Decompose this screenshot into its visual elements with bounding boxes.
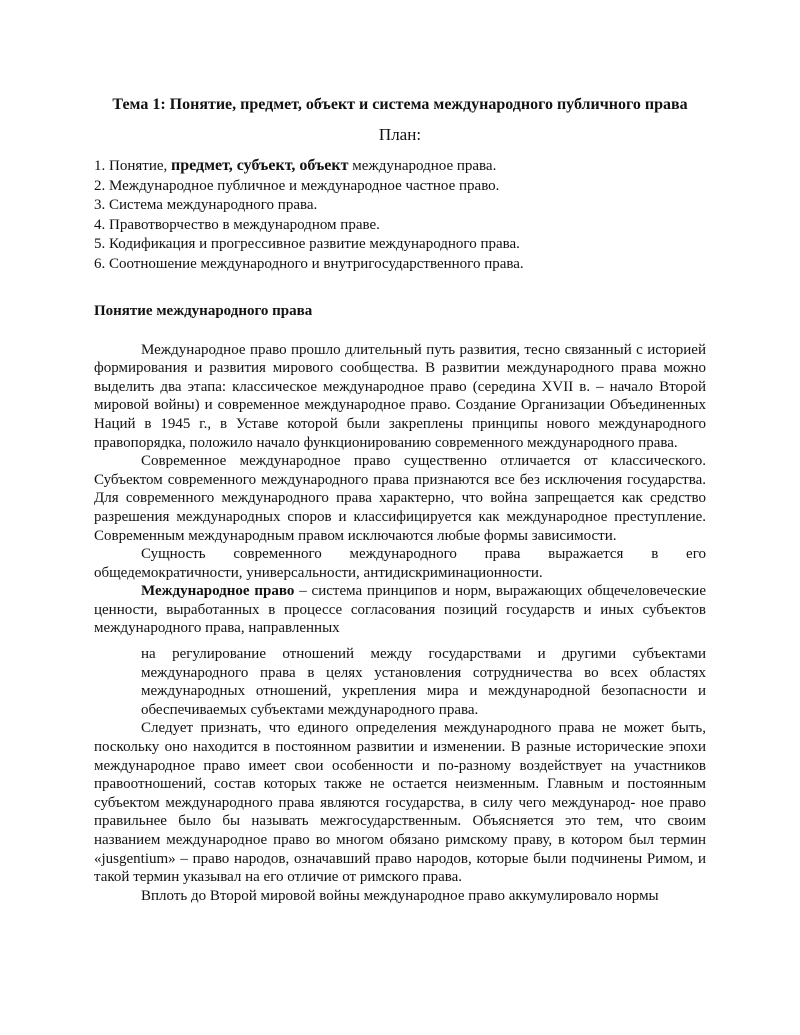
paragraph: Современное международное право существенно отличается от классического. Субъектом современного международного права признаются все без исключения государства. Для современного международного права характерно, что война запрещается как средство разрешения международных споров и классифицируется как международное преступление. Современным международным правом исключаются любые формы зависимости.	[94, 453, 706, 544]
plan-item	[94, 177, 706, 197]
plan-item	[94, 216, 706, 236]
plan-item-text: 3. Система международного права.	[94, 197, 318, 214]
plan-item	[94, 156, 706, 177]
document-body	[94, 95, 706, 905]
plan-item-text: 2. Международное публичное и международное частное право.	[94, 177, 500, 194]
plan-item	[94, 235, 706, 255]
paragraph: Следует признать, что единого определения международного права не может быть, поскольку оно находится в постоянном развитии и изменении. В разные исторические эпохи международное право имеет свои особенности и по-разному воздействует на участников правоотношений, состав которых также не остается неизменным. Главным и постоянным субъектом международного права являются государства, в силу чего международ- ное право правильнее было бы называть межгосударственным. Объясняется это тем, что своим названием международное право во многом обязано римскому праву, в котором был термин «jusgentium» – право народов, означавший право народов, которые были подчинены Римом, и такой термин указывал на его отличие от римского права.	[94, 720, 706, 886]
plan-item-text: 1. Понятие,	[94, 158, 171, 174]
paragraph-text: – система принципов и норм, выражающих общечеловеческие ценности, выработанных в процессе согласования позиций государств и иных субъектов международного права, направленных	[94, 583, 706, 637]
plan-list	[94, 156, 706, 275]
defined-term: Международное право	[141, 583, 295, 600]
paragraph: Вплоть до Второй мировой войны международное право аккумулировало нормы	[141, 887, 659, 904]
document-title: Тема 1: Понятие, предмет, объект и система международного публичного права	[112, 96, 688, 113]
plan-item-text: международное права.	[348, 158, 497, 174]
plan-item	[94, 196, 706, 216]
paragraph: на регулирование отношений между государствами и другими субъектами международного права в целях установления сотрудничества во всех областях международных отношений, укрепления мира и международной безопасности и обеспечиваемых субъектами международного права.	[141, 646, 706, 718]
section-heading: Понятие международного права	[94, 302, 313, 319]
paragraph: Международное право прошло длительный путь развития, тесно связанный с историей формирования и развития мирового сообщества. В развитии международного права можно выделить два этапа: классическое международное право (середина XVII в. – начало Второй мировой войны) и современное международное право. Создание Организации Объединенных Наций в 1945 г., в Уставе которой были закреплены принципы нового международного правопорядка, положило начало функционированию современного международного права.	[94, 341, 706, 451]
plan-item-text: 6. Соотношение международного и внутригосударственного права.	[94, 255, 524, 272]
plan-item-text: 5. Кодификация и прогрессивное развитие международного права.	[94, 236, 520, 253]
plan-item-bold-text: предмет, субъект, объект	[171, 157, 349, 174]
plan-heading: План:	[378, 125, 422, 144]
paragraph	[94, 582, 706, 638]
plan-item	[94, 255, 706, 275]
paragraph: Сущность современного международного права выражается в его общедемократичности, универсальности, антидискриминационности.	[94, 546, 706, 581]
plan-item-text: 4. Правотворчество в международном праве.	[94, 216, 380, 233]
